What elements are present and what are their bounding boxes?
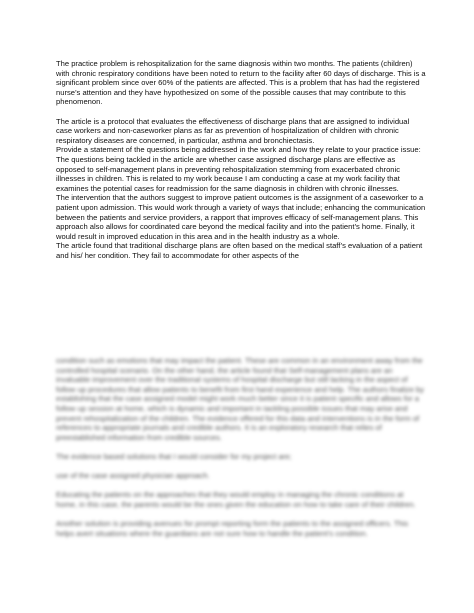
paragraph-findings-start: The article found that traditional discharge plans are often based on the medical staff’s evaluation of a patient and his/ her condition. They fail to accommodate for other aspects of the: [56, 241, 423, 260]
paragraph-intervention: The intervention that the authors suggest to improve patient outcomes is the assignment of a caseworker to a patient upon admission. This would work through a variety of ways that include; enhancing the communication between the patients and service providers, a rapport that improves efficacy of self-management plans. This approach also allows for coordinated care beyond the medical facility and into the patient’s home. Finally, it would result in improved education in this area and in the health industry as a whole.: [56, 193, 426, 241]
paragraph-questions-tackled: The questions being tackled in the article are whether case assigned discharge plans are effective as opposed to self-management plans in preventing rehospitalization stemming from exacerbated chronic illnesses in children. This is related to my work because I am conducting a case at my work facility that examines the potential cases for readmission for the same diagnosis in children with chronic illnesses.: [56, 154, 401, 193]
paragraph-question-prompt: Provide a statement of the questions being addressed in the work and how they relate to your practice issue:: [56, 145, 421, 155]
paragraph-practice-problem: The practice problem is rehospitalization for the same diagnosis within two months. The patients (children) with chronic respiratory conditions have been noted to return to the facility after 60 days of discharge. This is a significant problem since over 60% of the patients are affected. This is a problem that has had the registered nurse’s attention and they have hypothesized on some of the possible causes that may contribute to this phenomenon.: [56, 59, 426, 107]
paragraph-evidence-solutions: The evidence based solutions that I would consider for my project are;: [56, 451, 292, 461]
clear-text-section: [56, 59, 426, 260]
paragraph-findings-continued: condition such as emotions that may impact the patient. These are common in an environment away from the controlled hospital scenario. On the other hand, the article found that Self-management plans are an invaluable improvement over the traditional systems of hospital discharge but still lacking in the aspect of follow up procedures that allow patients to benefit from first hand experience and help. The authors finalize by establishing that the case assigned model might work much better since it is patient specific and allows for a follow up session at home, which is dynamic and important in tackling possible issues that may arise and prevent rehospitalization of the children. The evidence offered for this data and interventions is in the form of references to appropriate journals and credible authors. It is an exploratory research that relies of preestablished information from credible sources.: [56, 356, 424, 442]
paragraph-reporting: Another solution is providing avenues for prompt reporting form the patients to the assigned officers. This helps avert situations where the guardians are not sure how to handle the patient’s condition.: [56, 519, 409, 538]
paragraph-case-approach: use of the case assigned physician approach.: [56, 471, 210, 481]
paragraph-article-protocol: The article is a protocol that evaluates the effectiveness of discharge plans that are assigned to individual case workers and non-caseworker plans as far as prevention of hospitalization of children with chronic respiratory diseases are concerned, in particular, asthma and bronchiectasis.: [56, 116, 410, 145]
blurred-text-section: [56, 356, 426, 538]
paragraph-educating: Educating the patients on the approaches that they would employ in managing the chronic conditions at home, in this case, the parents would be the ones given the education on how to take care of their children.: [56, 490, 416, 509]
